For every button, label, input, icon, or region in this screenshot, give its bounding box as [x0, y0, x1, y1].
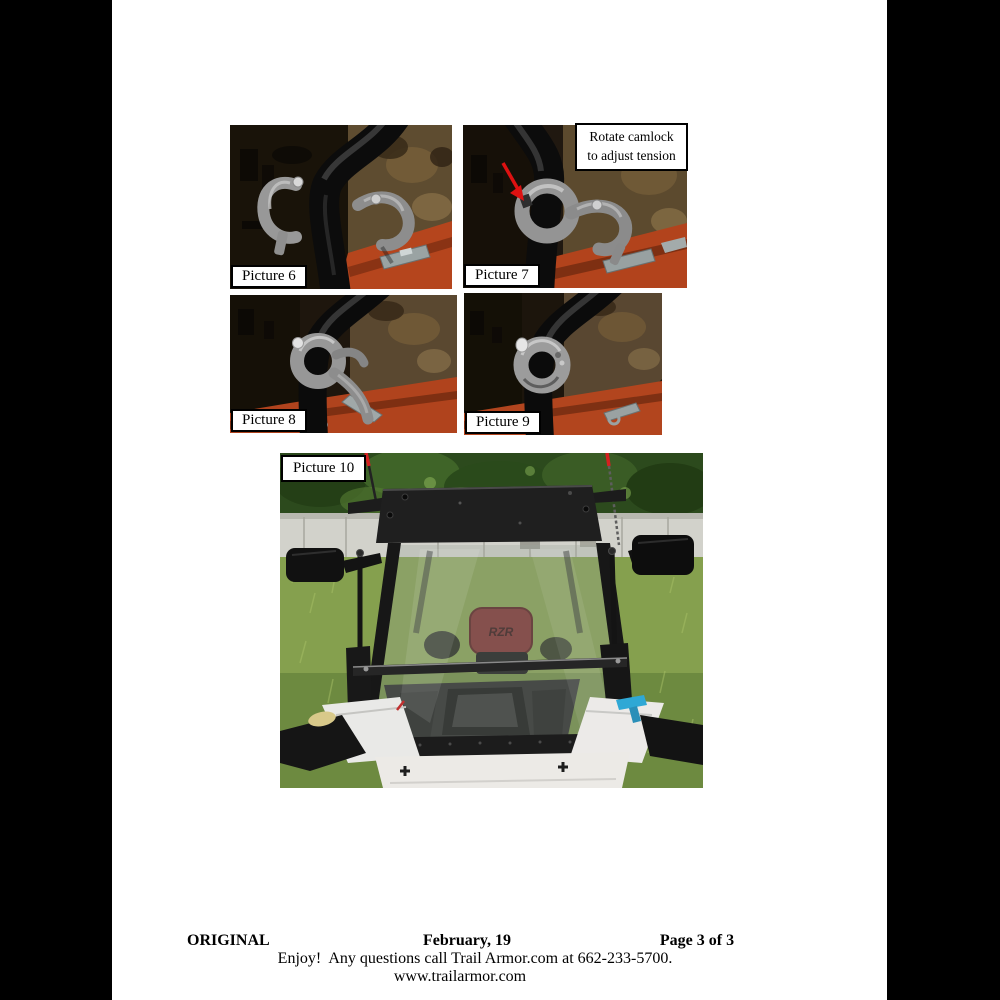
picture-6-label: Picture 6: [231, 265, 307, 288]
picture-10-photo: [280, 453, 703, 788]
picture-7-label: Picture 7: [464, 264, 540, 287]
figure-picture-6: [230, 125, 452, 289]
figure-picture-8: [230, 295, 457, 433]
figure-picture-7: [463, 125, 687, 288]
camlock-callout-line2: to adjust tension: [587, 147, 676, 163]
camlock-callout-line1: Rotate camlock: [589, 129, 674, 144]
camlock-callout: [575, 123, 688, 171]
picture-9-label: Picture 9: [465, 411, 541, 434]
picture-10-label: Picture 10: [281, 455, 366, 482]
figure-picture-9: [464, 293, 662, 435]
footer-website: www.trailarmor.com: [393, 968, 527, 985]
picture-8-label: Picture 8: [231, 409, 307, 432]
footer-support-line: Enjoy! Any questions call Trail Armor.com at 662-233-5700.: [277, 950, 673, 967]
svg-text:RZR: RZR: [488, 625, 514, 639]
document-page: [112, 0, 887, 1000]
footer-date: February, 19: [423, 932, 511, 949]
figure-picture-10: [280, 453, 703, 788]
footer-revision: ORIGINAL: [187, 932, 270, 949]
footer-page-number: Page 3 of 3: [659, 932, 735, 949]
